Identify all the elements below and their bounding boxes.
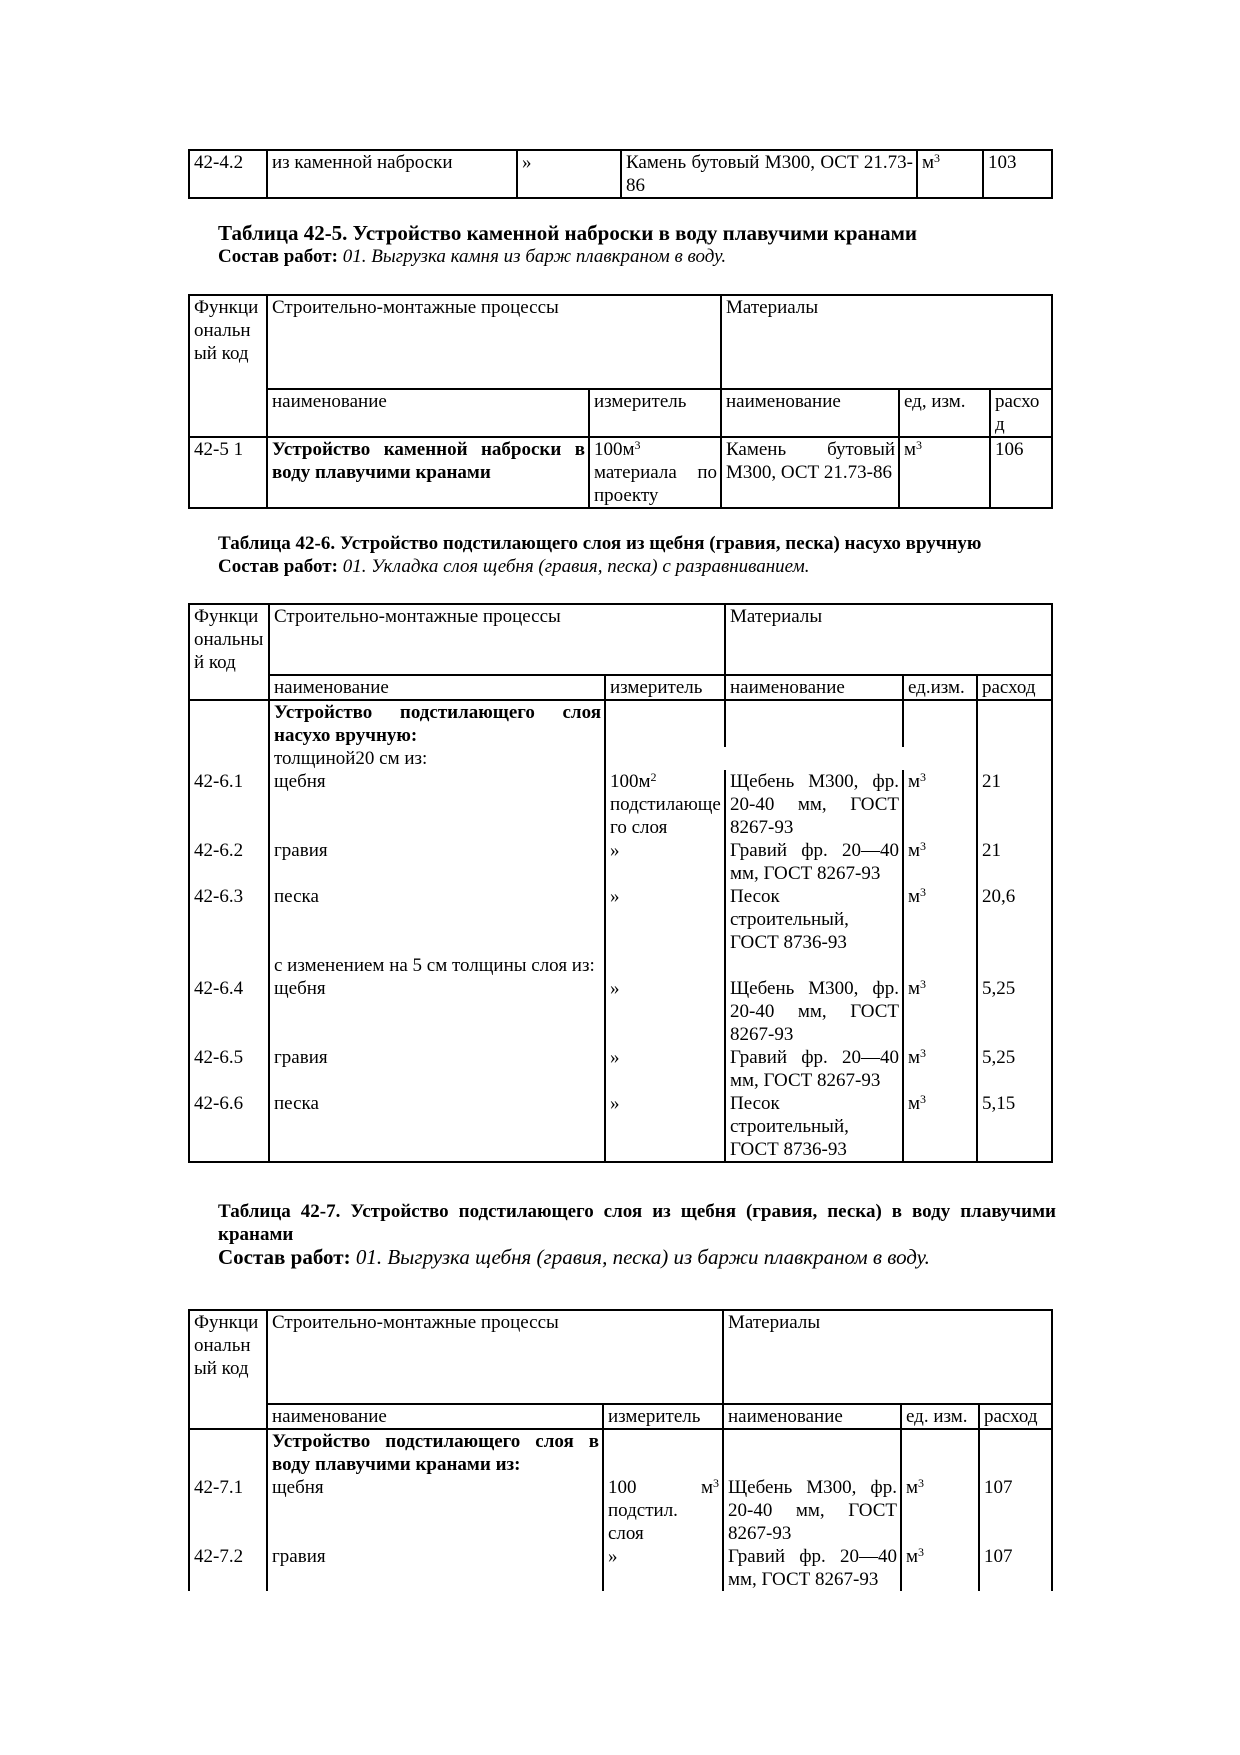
measure-cell: »: [605, 977, 725, 1046]
name-cell: песка: [269, 885, 605, 954]
code-cell: 42-6.4: [189, 977, 269, 1046]
qty-cell: 107: [979, 1545, 1052, 1591]
unit-cell: $м^3$: [903, 1046, 977, 1092]
table-row: [189, 150, 1052, 198]
header-unit: ед. изм.: [901, 1404, 979, 1429]
measure-cell: $100м^2$ подстилающего слоя: [605, 770, 725, 839]
subgroup-row: [189, 747, 1052, 770]
qty-cell: 5,25: [977, 1046, 1052, 1092]
header-qty: расход: [979, 1404, 1052, 1429]
header-processes: Строительно-монтажные процессы: [269, 604, 725, 675]
table-header-row: [189, 295, 1052, 389]
material-cell: Гравий фр. 20—40 мм, ГОСТ 8267-93: [725, 839, 903, 885]
subgroup-row: [189, 954, 1052, 977]
header-processes: Строительно-монтажные процессы: [267, 1310, 723, 1404]
header-code: Функциональный код: [189, 604, 269, 700]
table-header-row: [189, 604, 1052, 675]
name-cell: щебня: [267, 1476, 603, 1545]
table-row: [189, 885, 1052, 954]
unit-cell: $м^3$: [903, 839, 977, 885]
table-42-6: [188, 603, 1053, 1163]
table-header-row: [189, 1310, 1052, 1404]
header-measure: измеритель: [605, 675, 725, 700]
table-42-7-composition: Состав работ: 01. Выгрузка щебня (гравия, песка) из баржи плавкраном в воду.: [218, 1245, 930, 1269]
group-title: Устройство подстилающего слоя насухо вручную:: [269, 700, 605, 747]
header-qty: расход: [990, 389, 1052, 437]
material-cell: Песок строительный, ГОСТ 8736-93: [725, 1092, 903, 1162]
table-row: [189, 977, 1052, 1046]
header-unit: ед.изм.: [903, 675, 977, 700]
header-name: наименование: [269, 675, 605, 700]
unit-cell: $м^3$: [899, 437, 990, 508]
code-cell: 42-6.1: [189, 770, 269, 839]
unit-cell: $м^3$: [917, 150, 983, 198]
measure-cell: »: [605, 1046, 725, 1092]
qty-cell: 5,25: [977, 977, 1052, 1046]
header-name: наименование: [267, 1404, 603, 1429]
header-qty: расход: [977, 675, 1052, 700]
measure-cell: »: [603, 1545, 723, 1591]
measure-cell: »: [605, 839, 725, 885]
name-cell: щебня: [269, 977, 605, 1046]
table-42-4-continuation: [188, 149, 1053, 199]
header-materials: Материалы: [723, 1310, 1052, 1404]
table-row: [189, 437, 1052, 508]
unit-cell: $м^3$: [901, 1545, 979, 1591]
table-42-5: [188, 294, 1053, 509]
material-cell: Камень бутовый М300, ОСТ 21.73-86: [621, 150, 917, 198]
table-42-6-caption: [188, 532, 1056, 578]
material-cell: Щебень М300, фр. 20-40 мм, ГОСТ 8267-93: [723, 1476, 901, 1545]
code-cell: 42-7.1: [189, 1476, 267, 1545]
table-row: [189, 839, 1052, 885]
name-cell: гравия: [269, 839, 605, 885]
measure-cell: »: [605, 1092, 725, 1162]
group-title: Устройство подстилающего слоя в воду плавучими кранами из:: [267, 1429, 603, 1476]
unit-cell: $м^3$: [901, 1476, 979, 1545]
material-cell: Камень бутовый М300, ОСТ 21.73-86: [721, 437, 899, 508]
material-cell: Щебень М300, фр. 20-40 мм, ГОСТ 8267-93: [725, 770, 903, 839]
measure-cell: 100 $м^3$ подстил. слоя: [603, 1476, 723, 1545]
table-42-5-caption: [188, 222, 1056, 268]
material-cell: Гравий фр. 20—40 мм, ГОСТ 8267-93: [725, 1046, 903, 1092]
qty-cell: 5,15: [977, 1092, 1052, 1162]
code-cell: 42-6.2: [189, 839, 269, 885]
header-code: Функциональный код: [189, 1310, 267, 1429]
material-cell: Щебень М300, фр. 20-40 мм, ГОСТ 8267-93: [725, 977, 903, 1046]
header-name: наименование: [267, 389, 589, 437]
code-cell: 42-6.6: [189, 1092, 269, 1162]
header-material-name: наименование: [725, 675, 903, 700]
code-cell: 42-7.2: [189, 1545, 267, 1591]
group-row: [189, 700, 1052, 747]
table-subheader-row: [189, 389, 1052, 437]
qty-cell: 21: [977, 770, 1052, 839]
group-row: [189, 1429, 1052, 1476]
subgroup-title: с изменением на 5 см толщины слоя из:: [269, 954, 605, 977]
table-subheader-row: [189, 675, 1052, 700]
measure-cell: »: [605, 885, 725, 954]
table-row: [189, 1476, 1052, 1545]
table-row: [189, 1092, 1052, 1162]
header-code: Функциональный код: [189, 295, 267, 437]
table-42-6-composition: Состав работ: 01. Укладка слоя щебня (гравия, песка) с разравниванием.: [218, 556, 810, 577]
name-cell: гравия: [267, 1545, 603, 1591]
qty-cell: 20,6: [977, 885, 1052, 954]
material-cell: Гравий фр. 20—40 мм, ГОСТ 8267-93: [723, 1545, 901, 1591]
table-42-7-caption: [188, 1200, 1056, 1269]
name-cell: щебня: [269, 770, 605, 839]
unit-cell: $м^3$: [903, 1092, 977, 1162]
name-cell: из каменной наброски: [267, 150, 517, 198]
qty-cell: 106: [990, 437, 1052, 508]
table-42-6-title: Таблица 42-6. Устройство подстилающего слоя из щебня (гравия, песка) насухо вручную: [218, 533, 982, 554]
name-cell: песка: [269, 1092, 605, 1162]
table-42-7-title: Таблица 42-7. Устройство подстилающего слоя из щебня (гравия, песка) в воду плавучими кранами: [218, 1201, 1056, 1245]
header-processes: Строительно-монтажные процессы: [267, 295, 721, 389]
qty-cell: 21: [977, 839, 1052, 885]
table-42-5-title: Таблица 42-5. Устройство каменной наброски в воду плавучими кранами: [218, 221, 918, 245]
table-row: [189, 1545, 1052, 1591]
material-cell: Песок строительный, ГОСТ 8736-93: [725, 885, 903, 954]
header-materials: Материалы: [721, 295, 1052, 389]
table-row: [189, 1046, 1052, 1092]
table-42-5-composition: Состав работ: 01. Выгрузка камня из барж плавкраном в воду.: [218, 246, 727, 267]
table-subheader-row: [189, 1404, 1052, 1429]
code-cell: 42-4.2: [189, 150, 267, 198]
header-measure: измеритель: [603, 1404, 723, 1429]
code-cell: 42-6.3: [189, 885, 269, 954]
table-row: [189, 770, 1052, 839]
header-measure: измеритель: [589, 389, 721, 437]
code-cell: 42-5 1: [189, 437, 267, 508]
header-material-name: наименование: [723, 1404, 901, 1429]
header-materials: Материалы: [725, 604, 1052, 675]
unit-cell: $м^3$: [903, 885, 977, 954]
unit-cell: $м^3$: [903, 770, 977, 839]
qty-cell: 103: [983, 150, 1052, 198]
name-cell: Устройство каменной наброски в воду плавучими кранами: [267, 437, 589, 508]
measure-cell: $100м^3$ материала по проекту: [589, 437, 721, 508]
qty-cell: 107: [979, 1476, 1052, 1545]
measure-cell: »: [517, 150, 621, 198]
subgroup-title: толщиной20 см из:: [269, 747, 605, 770]
table-42-7: [188, 1309, 1053, 1591]
header-unit: ед, изм.: [899, 389, 990, 437]
code-cell: 42-6.5: [189, 1046, 269, 1092]
name-cell: гравия: [269, 1046, 605, 1092]
unit-cell: $м^3$: [903, 977, 977, 1046]
header-material-name: наименование: [721, 389, 899, 437]
